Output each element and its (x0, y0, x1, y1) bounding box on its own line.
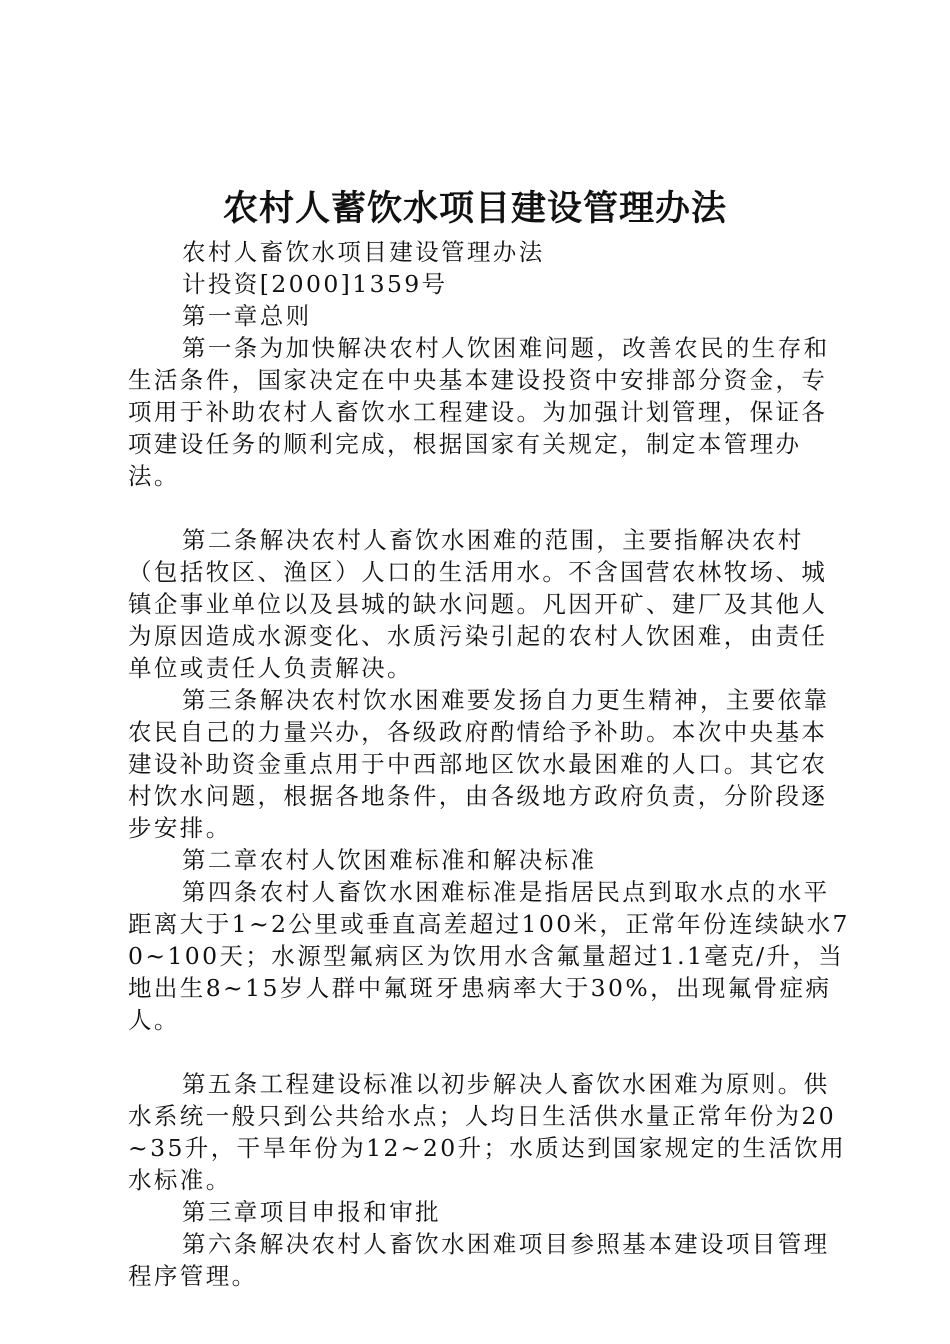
article-6: 第六条解决农村人畜饮水困难项目参照基本建设项目管理程序管理。 (128, 1230, 830, 1290)
subtitle-paragraph: 农村人畜饮水项目建设管理办法 (182, 238, 545, 266)
article-4: 第四条农村人畜饮水困难标准是指居民点到取水点的水平距离大于1~2公里或垂直高差超过100米，正常年份连续缺水70~100天；水源型氟病区为饮用水含氟量超过1.1毫克/升，当地出生8~15岁人群中氟斑牙患病率大于30%，出现氟骨症病人。 (128, 878, 850, 1034)
chapter-heading-2: 第二章农村人饮困难标准和解决标准 (182, 846, 597, 874)
article-2: 第二条解决农村人畜饮水困难的范围，主要指解决农村（包括牧区、渔区）人口的生活用水。不含国营农林牧场、城镇企事业单位以及县城的缺水问题。凡因开矿、建厂及其他人为原因造成水源变化、水质污染引起的农村人饮困难，由责任单位或责任人负责解决。 (128, 526, 828, 682)
document-title: 农村人蓄饮水项目建设管理办法 (222, 189, 727, 229)
article-1: 第一条为加快解决农村人饮困难问题，改善农民的生存和生活条件，国家决定在中央基本建设投资中安排部分资金，专项用于补助农村人畜饮水工程建设。为加强计划管理，保证各项建设任务的顺利完成，根据国家有关规定，制定本管理办法。 (128, 334, 830, 490)
article-5: 第五条工程建设标准以初步解决人畜饮水困难为原则。供水系统一般只到公共给水点；人均日生活供水量正常年份为20~35升，干旱年份为12~20升；水质达到国家规定的生活饮用水标准。 (128, 1070, 847, 1194)
document-body (128, 236, 850, 1292)
article-3: 第三条解决农村饮水困难要发扬自力更生精神，主要依靠农民自己的力量兴办，各级政府酌情给予补助。本次中央基本建设补助资金重点用于中西部地区饮水最困难的人口。其它农村饮水问题，根据各地条件，由各级地方政府负责，分阶段逐步安排。 (128, 686, 830, 842)
chapter-heading-1: 第一章总则 (182, 302, 312, 330)
document-number: 计投资[2000]1359号 (182, 270, 448, 298)
chapter-heading-3: 第三章项目申报和审批 (182, 1198, 441, 1226)
